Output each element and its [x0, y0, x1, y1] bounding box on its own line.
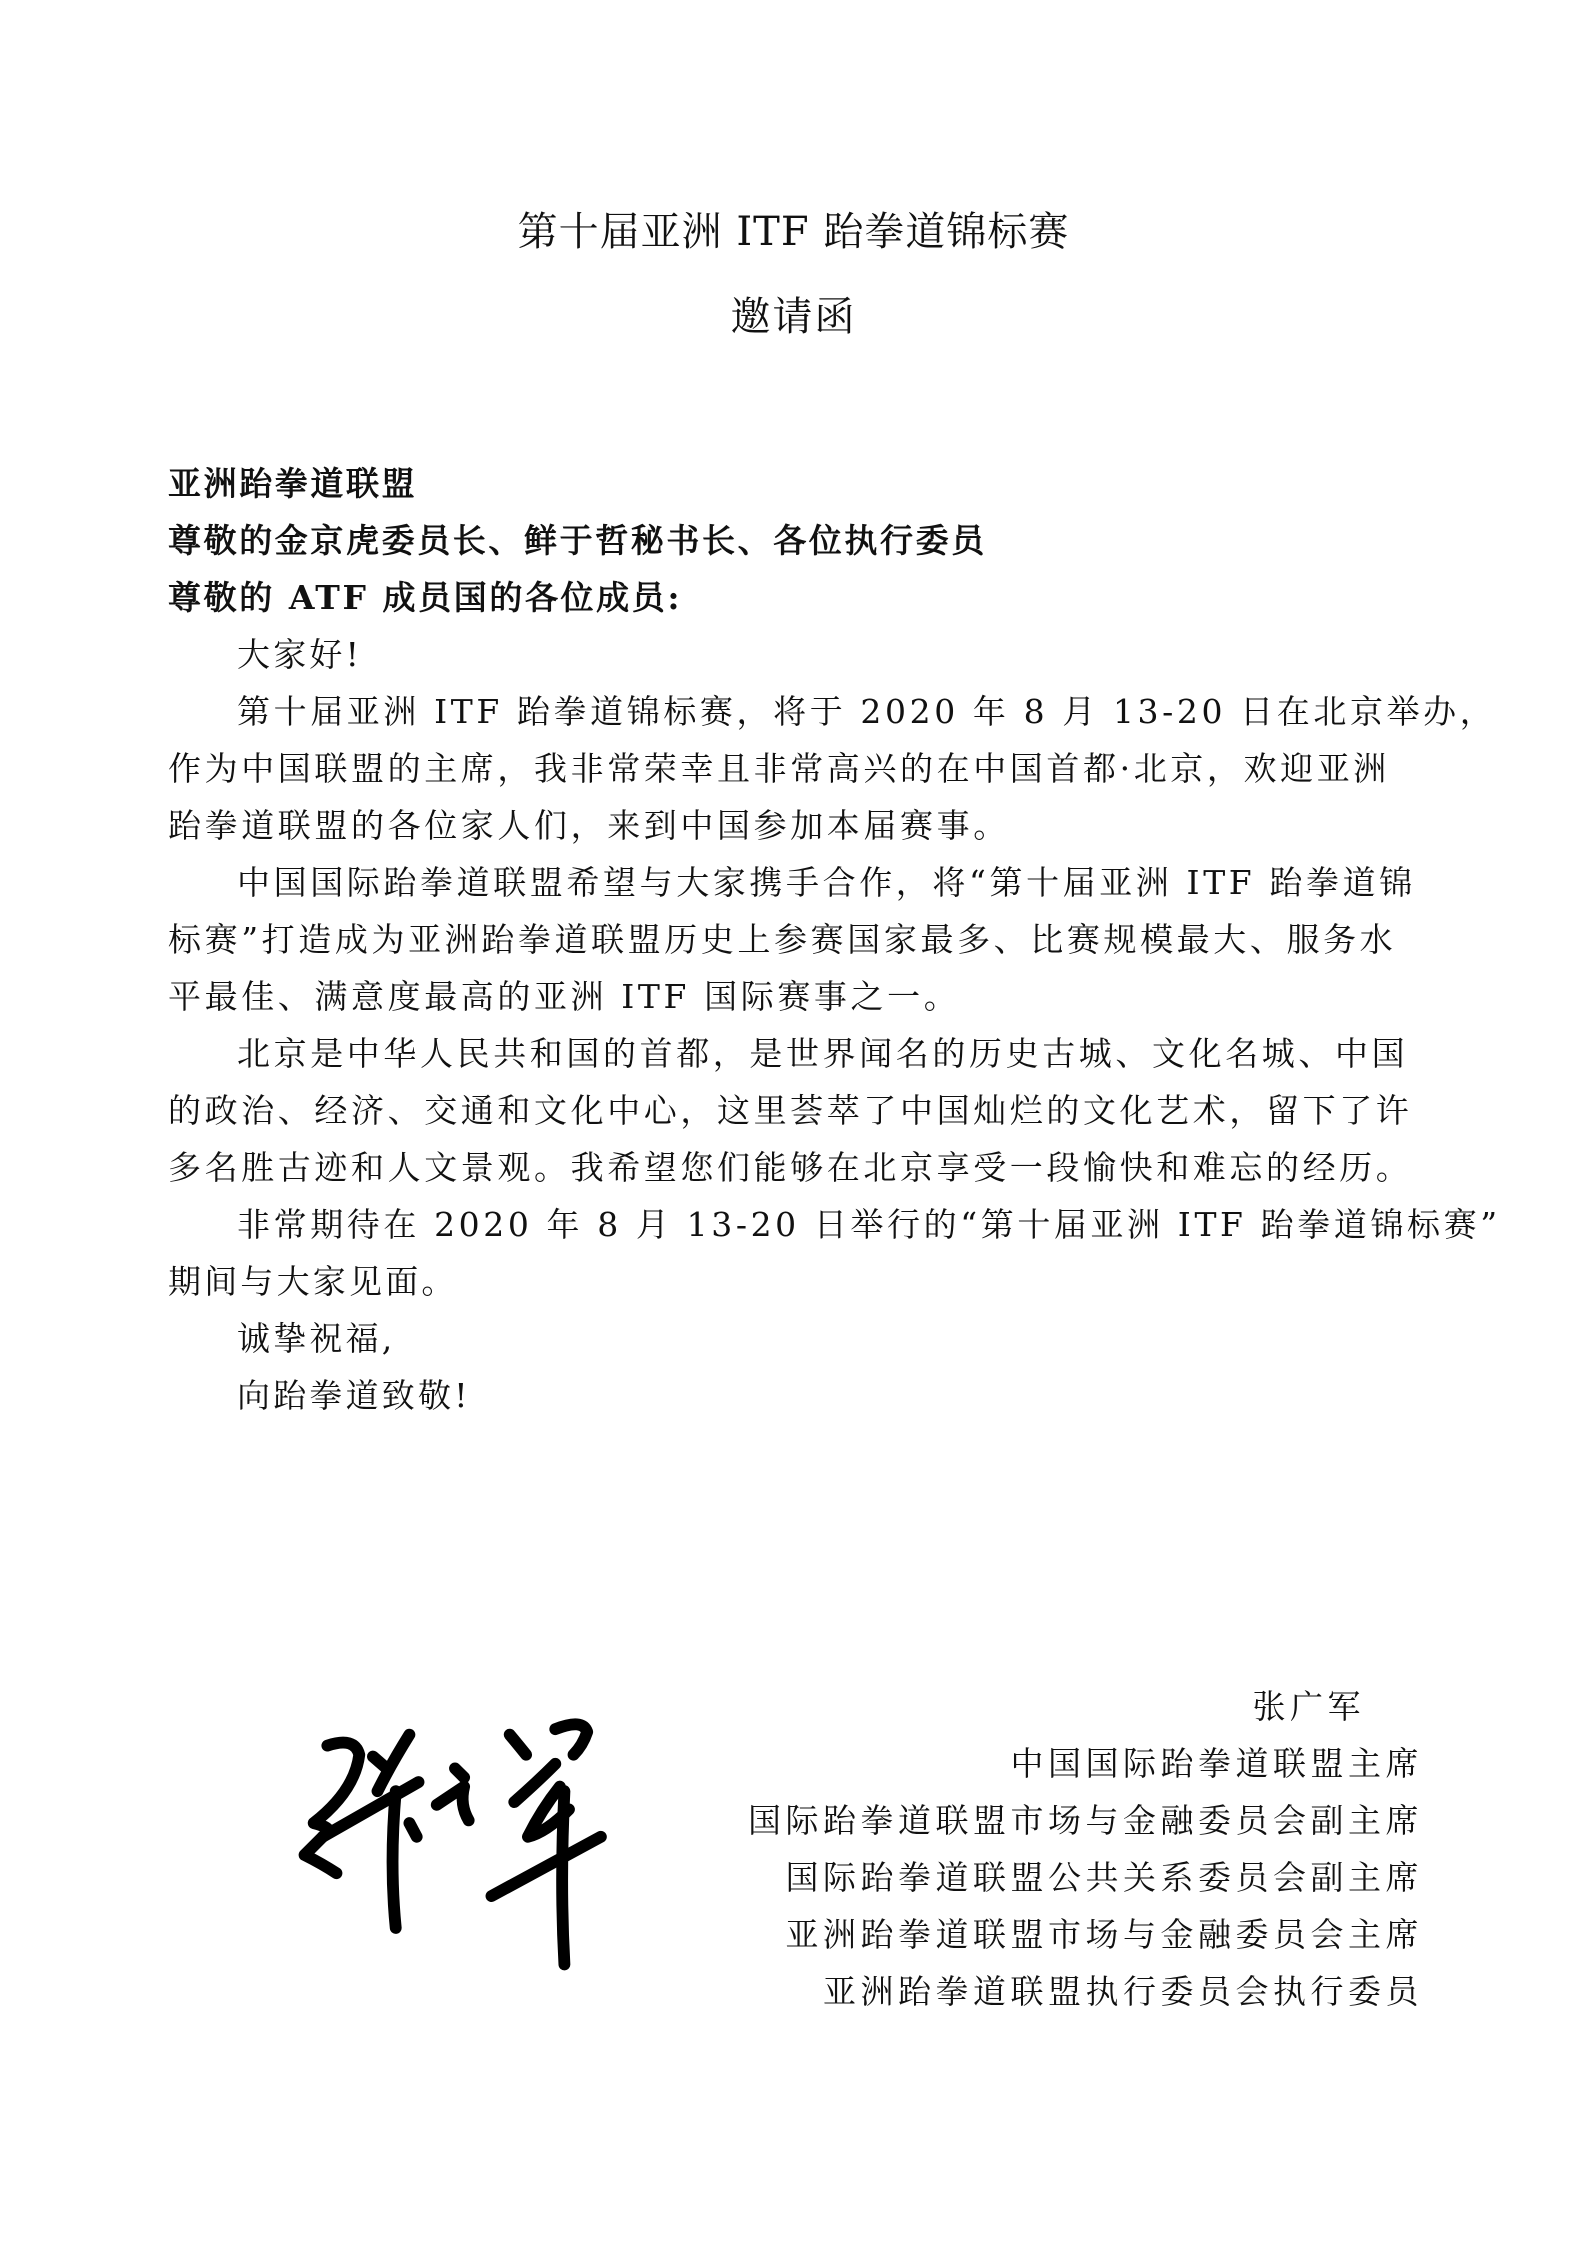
paragraph-2-line-1: 中国国际跆拳道联盟希望与大家携手合作，将“第十届亚洲 ITF 跆拳道锦 [237, 863, 1416, 902]
document-subtitle: 邀请函 [730, 294, 857, 340]
salutation-line-2: 尊敬的金京虎委员长、鲜于哲秘书长、各位执行委员 [168, 521, 987, 560]
paragraph-3-line-1: 北京是中华人民共和国的首都，是世界闻名的历史古城、文化名城、中国 [237, 1034, 1409, 1073]
salutation-line-1: 亚洲跆拳道联盟 [168, 464, 418, 503]
paragraph-3-line-3: 多名胜古迹和人文景观。我希望您们能够在北京享受一段愉快和难忘的经历。 [168, 1148, 1413, 1187]
paragraph-2-line-2: 标赛”打造成为亚洲跆拳道联盟历史上参赛国家最多、比赛规模最大、服务水 [168, 920, 1397, 959]
signer-name: 张广军 [1252, 1687, 1365, 1726]
greeting: 大家好! [237, 635, 363, 674]
signer-title-4: 亚洲跆拳道联盟市场与金融委员会主席 [785, 1915, 1423, 1954]
paragraph-2-line-3: 平最佳、满意度最高的亚洲 ITF 国际赛事之一。 [168, 977, 961, 1016]
paragraph-1-line-3: 跆拳道联盟的各位家人们，来到中国参加本届赛事。 [168, 806, 1010, 845]
paragraph-3-line-2: 的政治、经济、交通和文化中心，这里荟萃了中国灿烂的文化艺术，留下了许 [168, 1091, 1413, 1130]
signer-title-2: 国际跆拳道联盟市场与金融委员会副主席 [748, 1801, 1423, 1840]
handwritten-signature-image [270, 1700, 640, 2010]
closing-line-2: 向跆拳道致敬! [237, 1376, 471, 1415]
signer-title-5: 亚洲跆拳道联盟执行委员会执行委员 [823, 1972, 1423, 2011]
paragraph-4-line-2: 期间与大家见面。 [168, 1262, 458, 1301]
paragraph-1-line-2: 作为中国联盟的主席，我非常荣幸且非常高兴的在中国首都·北京，欢迎亚洲 [168, 749, 1390, 788]
paragraph-1-line-1: 第十届亚洲 ITF 跆拳道锦标赛，将于 2020 年 8 月 13-20 日在北京举办， [237, 692, 1497, 731]
document-title: 第十届亚洲 ITF 跆拳道锦标赛 [517, 209, 1070, 255]
signer-title-3: 国际跆拳道联盟公共关系委员会副主席 [785, 1858, 1423, 1897]
signer-title-1: 中国国际跆拳道联盟主席 [1010, 1744, 1423, 1783]
paragraph-4-line-1: 非常期待在 2020 年 8 月 13-20 日举行的“第十届亚洲 ITF 跆拳道锦标赛” [237, 1205, 1501, 1244]
closing-line-1: 诚挚祝福, [237, 1319, 396, 1358]
salutation-line-3: 尊敬的 ATF 成员国的各位成员: [168, 578, 683, 617]
